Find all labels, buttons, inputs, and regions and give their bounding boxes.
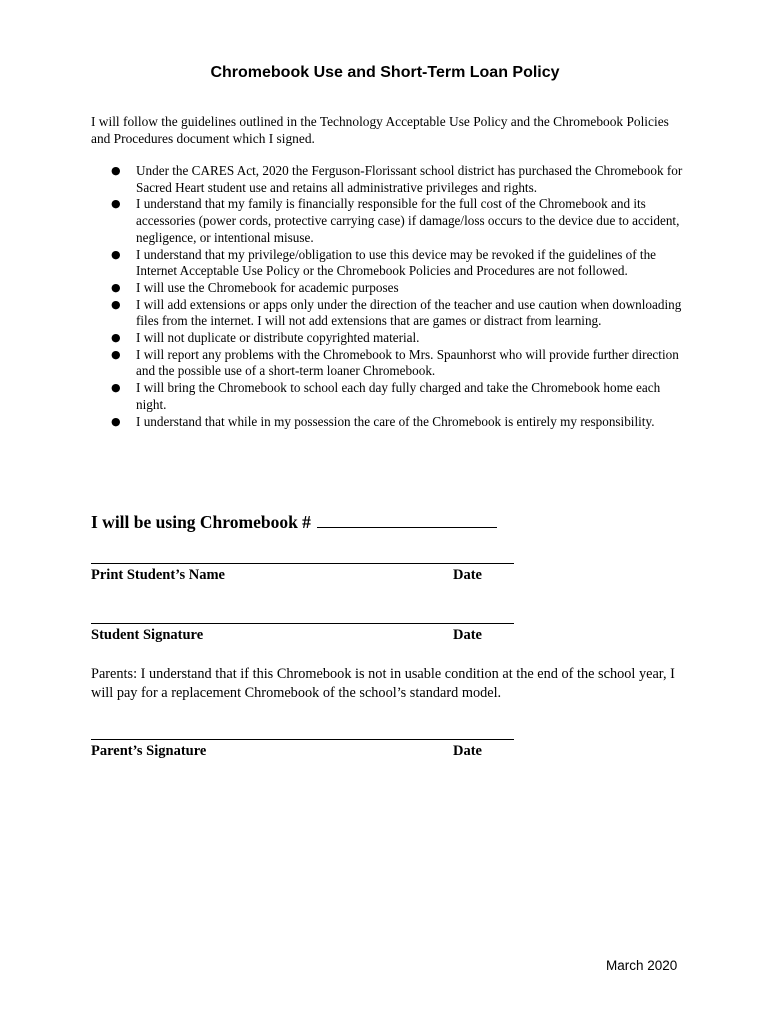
chromebook-number-label: I will be using Chromebook #	[91, 512, 311, 532]
bullet-icon: ●	[111, 247, 121, 261]
print-name-label: Print Student’s Name	[91, 567, 225, 583]
bullet-text: I understand that while in my possession the care of the Chromebook is entirely my responsibility.	[136, 413, 655, 429]
bullet-text: I will bring the Chromebook to school each day fully charged and take the Chromebook home each night.	[136, 380, 661, 412]
bullet-text: I will use the Chromebook for academic purposes	[136, 279, 399, 295]
bullet-icon: ●	[111, 381, 121, 395]
bullet-text: I will report any problems with the Chromebook to Mrs. Spaunhorst who will provide further direction and the possible use of a short-term loaner Chromebook.	[136, 346, 679, 379]
parent-signature-date-label: Date	[453, 743, 482, 759]
bullet-icon: ●	[111, 331, 121, 345]
student-signature-line[interactable]	[91, 623, 514, 624]
parents-statement: Parents: I understand that if this Chromebook is not in usable condition at the end of the school year, I will pay for a replacement Chromebook of the school’s standard model.	[91, 666, 675, 701]
student-name-line[interactable]	[91, 563, 514, 564]
list-item	[91, 414, 691, 431]
policy-bullet-list	[91, 163, 691, 430]
bullet-icon: ●	[111, 297, 121, 311]
list-item	[91, 297, 691, 330]
document-title: Chromebook Use and Short-Term Loan Policy	[210, 64, 560, 81]
list-item	[91, 330, 691, 347]
list-item	[91, 347, 691, 380]
list-item	[91, 196, 691, 246]
intro-paragraph: I will follow the guidelines outlined in the Technology Acceptable Use Policy and the Chromebook Policies and Procedures document which I signed.	[91, 114, 669, 146]
bullet-icon: ●	[111, 414, 121, 428]
parent-signature-label: Parent’s Signature	[91, 743, 207, 759]
bullet-text: I understand that my privilege/obligation to use this device may be revoked if the guidelines of the Internet Acceptable Use Policy or the Chromebook Policies and Procedures are not followed.	[136, 246, 657, 279]
chromebook-number-row	[91, 511, 571, 533]
bullet-text: I will add extensions or apps only under the direction of the teacher and use caution when downloading files from the internet. I will not add extensions that are games or distract from learning.	[136, 296, 682, 329]
list-item	[91, 280, 691, 297]
bullet-text: I will not duplicate or distribute copyrighted material.	[136, 330, 420, 346]
bullet-text: Under the CARES Act, 2020 the Ferguson-Florissant school district has purchased the Chromebook for Sacred Heart student use and retains all administrative privileges and rights.	[136, 163, 683, 195]
list-item	[91, 163, 691, 196]
parent-signature-line[interactable]	[91, 739, 514, 740]
student-signature-label: Student Signature	[91, 627, 204, 643]
footer-date: March 2020	[606, 958, 678, 973]
bullet-icon: ●	[111, 197, 121, 211]
student-name-date-label: Date	[453, 567, 482, 583]
list-item	[91, 380, 691, 413]
bullet-icon: ●	[111, 164, 121, 177]
bullet-icon: ●	[111, 347, 121, 361]
bullet-icon: ●	[111, 280, 121, 294]
student-signature-date-label: Date	[453, 627, 482, 643]
bullet-text: I understand that my family is financially responsible for the full cost of the Chromebook and its accessories (power cords, protective carrying case) if damage/loss occurs to the device due to accident, negligence, or intentional misuse.	[136, 196, 680, 245]
list-item	[91, 247, 691, 280]
chromebook-number-field[interactable]	[317, 511, 497, 528]
